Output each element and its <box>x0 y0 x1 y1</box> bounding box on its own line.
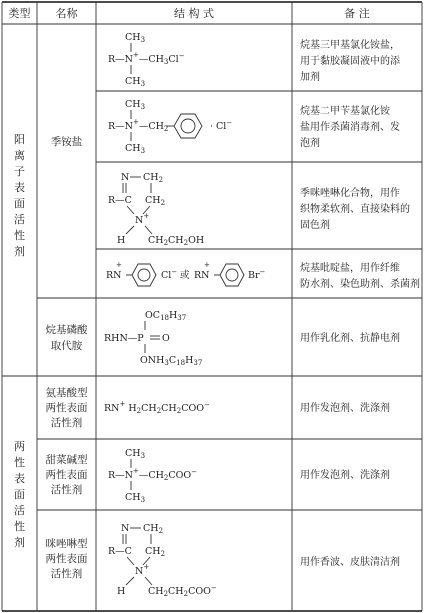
name-imidazoline-line3: 活性剂 <box>50 568 83 580</box>
formula-quaternary-imidazoline <box>108 172 204 247</box>
category-cationic-char: 活 <box>14 213 25 226</box>
f4-cl: Cl− <box>161 268 178 281</box>
f2-bottom-ch3: $CH_3$ <box>125 143 146 155</box>
f5-oc: $OC_{18}H_{37}$ <box>145 310 187 322</box>
f8-ring-n: N <box>121 523 130 534</box>
category-amphoteric-char: 表 <box>14 472 25 485</box>
category-cationic-char: 表 <box>14 181 25 194</box>
benzene-ring-icon <box>174 114 202 138</box>
remark-1-line3: 加剂 <box>300 72 320 83</box>
header-structure: 结 构 式 <box>174 7 214 20</box>
f6-main: RN+ $H_2CH_2CH_2COO^-$ <box>104 400 210 415</box>
formula-betaine <box>108 448 197 504</box>
category-amphoteric-char: 活 <box>14 504 25 517</box>
category-amphoteric-char: 性 <box>14 456 25 469</box>
f7-main: $R—N^+—CH_2COO^-$ <box>108 467 198 482</box>
remark-3-line3: 固色剂 <box>300 220 330 231</box>
category-amphoteric <box>14 440 25 549</box>
name-amino-acid-line3: 活性剂 <box>50 417 83 429</box>
header-name: 名称 <box>55 7 78 20</box>
f8-ring-c: R—C <box>108 546 132 557</box>
category-amphoteric-char: 两 <box>14 440 25 453</box>
f2-top-ch3: $CH_3$ <box>125 99 146 111</box>
f4-rn-2: RN <box>194 270 210 281</box>
name-phosphate-line1: 烷基磷酸 <box>45 324 88 336</box>
remark-6: 用作发泡剂、洗涤剂 <box>300 403 390 414</box>
remark-2-line3: 泡剂 <box>300 138 320 149</box>
formula-alkyl-pyridinium <box>106 261 266 286</box>
f4-br: Br− <box>248 268 266 281</box>
f4-rn-1: RN <box>106 270 122 281</box>
category-amphoteric-char: 面 <box>14 488 25 501</box>
remark-4-line2: 防水剂、染色助剂、杀菌剂 <box>300 279 420 290</box>
name-amino-acid-line2: 两性表面 <box>45 402 88 414</box>
f8-h: H <box>117 586 126 597</box>
f3-ring-ch2-top: $CH_2$ <box>143 172 164 184</box>
f1-main: $R—N^+—CH_3Cl^-$ <box>108 51 185 66</box>
f5-o: O <box>162 333 170 344</box>
category-cationic-char: 子 <box>14 165 25 178</box>
name-quaternary: 季铵盐 <box>50 136 83 148</box>
remark-8: 用作香波、皮肤清洁剂 <box>300 557 400 568</box>
f5-onh: $ONH_3C_{18}H_{37}$ <box>140 355 203 367</box>
f2-main: $R—N^+—CH_2$ <box>108 118 169 133</box>
f3-ring-n-plus: N+ <box>135 212 150 226</box>
remark-3-line1: 季咪唑啉化合物，用作 <box>300 188 400 199</box>
remark-2-line2: 盐用作杀菌消毒剂、发 <box>300 122 400 133</box>
table-grid <box>2 2 422 611</box>
f3-chain: $CH_2CH_2OH$ <box>148 235 205 247</box>
header-remarks: 备 注 <box>344 7 370 20</box>
category-cationic <box>14 133 25 258</box>
f5-main: RHN—P <box>104 333 144 344</box>
f8-ring-n-plus: N+ <box>135 563 150 577</box>
f3-h: H <box>117 235 126 246</box>
remark-1-line2: 用于黏胶凝固液中的添 <box>300 56 400 67</box>
category-amphoteric-char: 性 <box>14 520 25 533</box>
pyridine-ring-icon <box>220 264 244 286</box>
name-imidazoline-line1: 咪唑啉型 <box>45 538 88 550</box>
name-phosphate-line2: 取代胺 <box>50 340 83 352</box>
formula-amino-acid <box>104 400 210 415</box>
name-imidazoline-line2: 两性表面 <box>45 553 88 565</box>
remark-3-line2: 织物柔软剂、直接染料的 <box>300 204 410 215</box>
remark-4-line1: 烷基吡啶盐，用作纤维 <box>300 263 400 274</box>
pyridine-ring-icon <box>132 264 156 286</box>
f7-top-ch3: $CH_3$ <box>125 448 146 460</box>
f1-top-ch3: $CH_3$ <box>125 32 146 44</box>
header-type: 类型 <box>8 7 31 20</box>
remark-2-line1: 烷基二甲苄基氯化铵 <box>300 106 390 117</box>
formula-alkyl-trimethyl-ammonium <box>108 32 185 88</box>
category-cationic-char: 阳 <box>14 133 25 146</box>
formula-benzyl-dimethyl-ammonium <box>108 99 232 155</box>
category-cationic-char: 离 <box>14 149 25 162</box>
remark-1-line1: 烷基三甲基氯化铵盐， <box>300 40 400 51</box>
f7-bottom-ch3: $CH_3$ <box>125 492 146 504</box>
formula-imidazoline-amphoteric <box>108 523 217 598</box>
f3-ring-c: R—C <box>108 195 132 206</box>
remark-5: 用作乳化剂、抗静电剂 <box>300 333 400 344</box>
name-betaine-line1: 甜菜碱型 <box>45 454 88 466</box>
remark-7: 用作发泡剂、洗涤剂 <box>300 470 390 481</box>
category-cationic-char: 剂 <box>14 245 25 258</box>
f4-plus-1: + <box>116 261 122 269</box>
category-cationic-char: 性 <box>14 229 25 242</box>
f8-chain: $CH_2CH_2COO^-$ <box>148 584 217 598</box>
f8-ring-ch2-top: $CH_2$ <box>143 523 164 535</box>
category-cationic-char: 面 <box>14 197 25 210</box>
f3-ring-n: N <box>121 172 130 183</box>
f3-ring-ch2-right: $CH_2$ <box>145 195 166 207</box>
f4-or: 或 <box>180 270 190 281</box>
f1-bottom-ch3: $CH_3$ <box>125 76 146 88</box>
f2-cl: · Cl− <box>210 119 233 132</box>
f8-ring-ch2-right: $CH_2$ <box>145 546 166 558</box>
name-betaine-line3: 活性剂 <box>50 484 83 496</box>
formula-alkyl-phosphate-amine <box>104 310 202 367</box>
name-betaine-line2: 两性表面 <box>45 469 88 481</box>
f4-plus-2: + <box>204 261 210 269</box>
category-amphoteric-char: 剂 <box>14 536 25 549</box>
name-amino-acid-line1: 氨基酸型 <box>45 387 88 399</box>
